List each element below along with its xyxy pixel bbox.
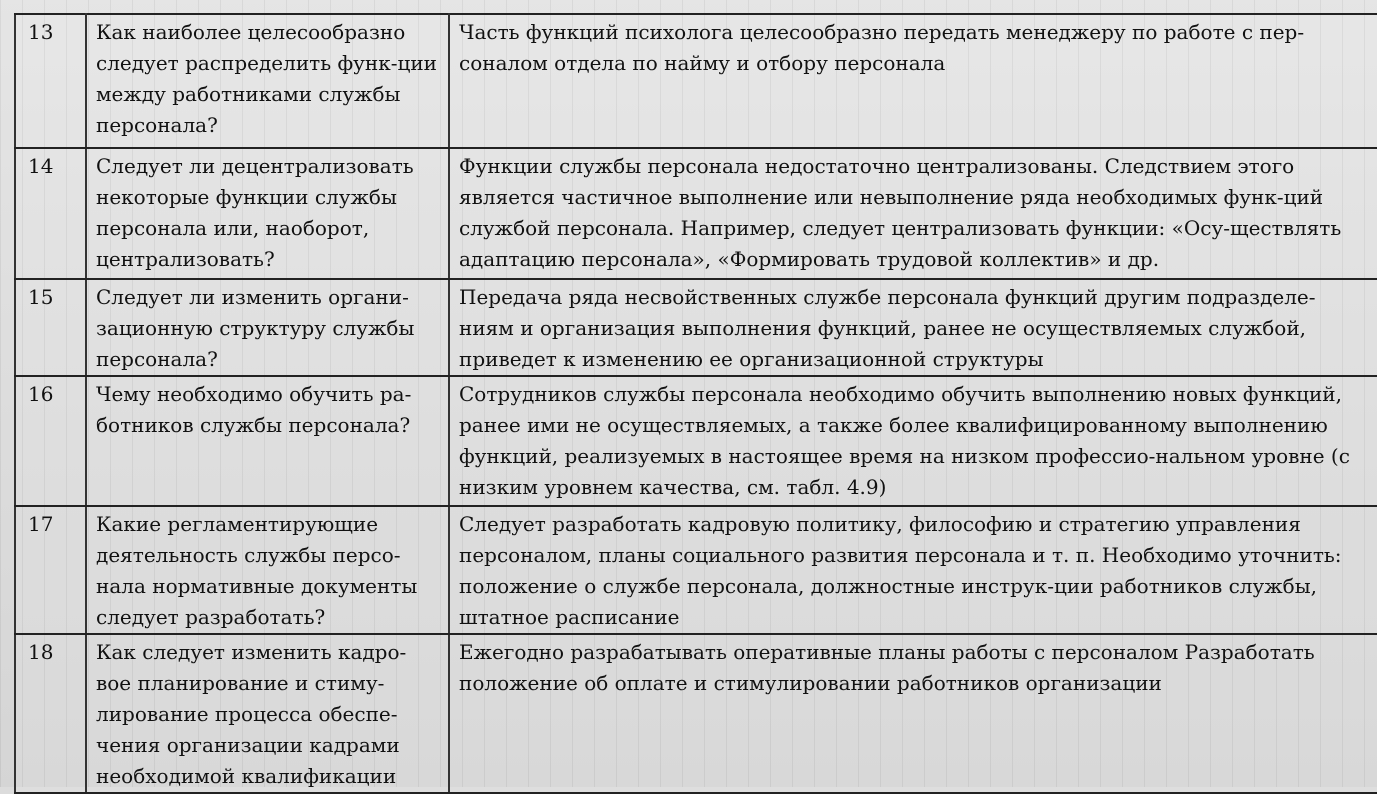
table-row xyxy=(15,634,1377,793)
question-text: Как следует изменить кадро-вое планирование и стиму-лирование процесса обеспе-чения организации кадрами необходимой квалификации xyxy=(96,640,407,788)
question-cell xyxy=(86,634,449,793)
question-cell xyxy=(86,376,449,506)
row-number: 17 xyxy=(28,512,54,536)
answer-cell xyxy=(449,14,1377,148)
row-number-cell xyxy=(15,14,86,148)
table-body xyxy=(15,14,1377,793)
answer-cell xyxy=(449,506,1377,634)
table-row xyxy=(15,506,1377,634)
row-number: 13 xyxy=(28,20,54,44)
row-number-cell xyxy=(15,506,86,634)
answer-text: Часть функций психолога целесообразно передать менеджеру по работе с пер-соналом отдела по найму и отбору персонала xyxy=(459,20,1305,75)
hr-functions-table xyxy=(14,13,1377,794)
hr-functions-table-container xyxy=(14,13,1377,788)
question-text: Чему необходимо обучить ра-ботников службы персонала? xyxy=(96,382,412,437)
answer-text: Сотрудников службы персонала необходимо обучить выполнению новых функций, ранее ими не осуществляемых, а также более квалифицированному выполнению функций, реализуемых в настоящее время на низком профессио-нальном уровне (с низким уровнем качества, см. табл. 4.9) xyxy=(459,382,1350,499)
table-row xyxy=(15,14,1377,148)
row-number-cell xyxy=(15,634,86,793)
answer-text: Ежегодно разрабатывать оперативные планы работы с персоналом Разработать положение об оплате и стимулировании работников организации xyxy=(459,640,1315,695)
answer-text: Передача ряда несвойственных службе персонала функций другим подразделе-ниям и организация выполнения функций, ранее не осуществляемых службой, приведет к изменению ее организационной структуры xyxy=(459,285,1316,371)
row-number-cell xyxy=(15,148,86,279)
table-row xyxy=(15,279,1377,376)
question-text: Как наиболее целесообразно следует распределить функ-ции между работниками службы персонала? xyxy=(96,20,438,137)
row-number-cell xyxy=(15,279,86,376)
answer-cell xyxy=(449,148,1377,279)
answer-text: Следует разработать кадровую политику, философию и стратегию управления персоналом, планы социального развития персонала и т. п. Необходимо уточнить: положение о службе персонала, должностные инструк-ции работников службы, штатное расписание xyxy=(459,512,1342,629)
question-cell xyxy=(86,148,449,279)
question-text: Следует ли изменить органи-зационную структуру службы персонала? xyxy=(96,285,415,371)
answer-cell xyxy=(449,376,1377,506)
row-number: 16 xyxy=(28,382,54,406)
answer-text: Функции службы персонала недостаточно централизованы. Следствием этого является частичное выполнение или невыполнение ряда необходимых функ-ций службой персонала. Например, следует централизовать функции: «Осу-ществлять адаптацию персонала», «Формировать трудовой коллектив» и др. xyxy=(459,154,1342,271)
question-text: Следует ли децентрализовать некоторые функции службы персонала или, наоборот, централизовать? xyxy=(96,154,414,271)
answer-cell xyxy=(449,279,1377,376)
answer-cell xyxy=(449,634,1377,793)
row-number: 15 xyxy=(28,285,54,309)
row-number: 18 xyxy=(28,640,54,664)
question-text: Какие регламентирующие деятельность службы персо-нала нормативные документы следует разработать? xyxy=(96,512,418,629)
row-number-cell xyxy=(15,376,86,506)
row-number: 14 xyxy=(28,154,54,178)
table-row xyxy=(15,376,1377,506)
question-cell xyxy=(86,506,449,634)
question-cell xyxy=(86,279,449,376)
question-cell xyxy=(86,14,449,148)
table-row xyxy=(15,148,1377,279)
